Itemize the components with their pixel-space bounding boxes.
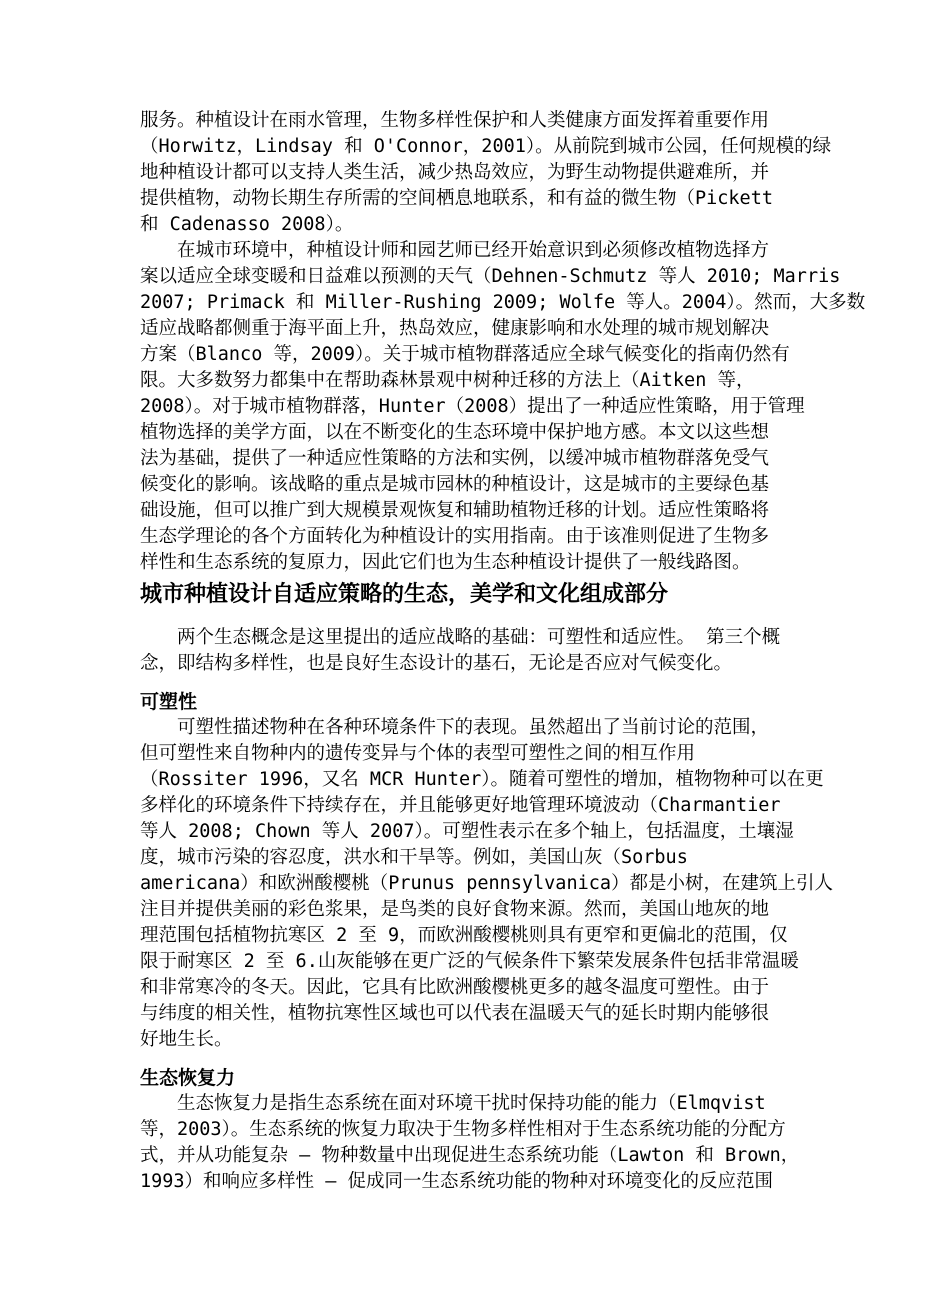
text-line: 可塑性描述物种在各种环境条件下的表现。虽然超出了当前讨论的范围， (177, 717, 770, 738)
text-line: 生态恢复力是指生态系统在面对环境干扰时保持功能的能力（Elmqvist (177, 1093, 766, 1114)
text-line: 等，2003）。生态系统的恢复力取决于生物多样性相对于生态系统功能的分配方 (140, 1119, 786, 1140)
text-line: 候变化的影响。该战略的重点是城市园林的种植设计，这是城市的主要绿色基 (140, 474, 770, 495)
text-line: 但可塑性来自物种内的遗传变异与个体的表型可塑性之间的相互作用 (140, 743, 696, 764)
text-line: 植物选择的美学方面，以在不断变化的生态环境中保护地方感。本文以这些想 (140, 422, 770, 443)
text-line: 2007; Primack 和 Miller-Rushing 2009; Wolfe 等人。2004）。然而，大多数 (140, 292, 866, 313)
text-line: （Horwitz，Lindsay 和 O'Connor，2001）。从前院到城市公园，任何规模的绿 (140, 136, 832, 157)
subheading-plasticity: 可塑性 (140, 691, 198, 713)
paragraph-resilience-paragraph (140, 1091, 800, 1195)
text-line: 念，即结构多样性，也是良好生态设计的基石，无论是否应对气候变化。 (140, 653, 733, 674)
text-line: 和非常寒冷的冬天。因此，它具有比欧洲酸樱桃更多的越冬温度可塑性。由于 (140, 977, 770, 998)
text-line: americana）和欧洲酸樱桃（Prunus pennsylvanica）都是小树，在建筑上引人 (140, 873, 834, 894)
text-line: 注目并提供美丽的彩色浆果，是鸟类的良好食物来源。然而，美国山地灰的地 (140, 899, 770, 920)
text-line: 适应战略都侧重于海平面上升，热岛效应，健康影响和水处理的城市规划解决 (140, 318, 770, 339)
text-line: 两个生态概念是这里提出的适应战略的基础：可塑性和适应性。 第三个概 (177, 627, 781, 648)
paragraph-intro-ecosystem-services (140, 108, 832, 238)
text-line: 理范围包括植物抗寒区 2 至 9，而欧洲酸樱桃则具有更窄和更偏北的范围，仅 (140, 925, 788, 946)
text-line: 2008）。对于城市植物群落，Hunter（2008）提出了一种适应性策略，用于管理 (140, 396, 805, 417)
text-line: 度，城市污染的容忍度，洪水和干旱等。例如，美国山灰（Sorbus (140, 847, 688, 868)
text-line: 提供植物，动物长期生存所需的空间栖息地联系，和有益的微生物（Pickett (140, 188, 773, 209)
text-line: 方案（Blanco 等，2009）。关于城市植物群落适应全球气候变化的指南仍然有 (140, 344, 790, 365)
paragraph-urban-adaptation-context (140, 238, 866, 576)
text-line: 法为基础，提供了一种适应性策略的方法和实例，以缓冲城市植物群落免受气 (140, 448, 770, 469)
text-line: 限于耐寒区 2 至 6.山灰能够在更广泛的气候条件下繁荣发展条件包括非常温暖 (140, 951, 799, 972)
text-line: 1993）和响应多样性 – 促成同一生态系统功能的物种对环境变化的反应范围 (140, 1171, 773, 1192)
section-heading-adaptive-strategy: 城市种植设计自适应策略的生态，美学和文化组成部分 (140, 582, 669, 607)
paragraph-two-ecological-concepts (140, 625, 786, 677)
text-line: 生态学理论的各个方面转化为种植设计的实用指南。由于该准则促进了生物多 (140, 526, 770, 547)
text-line: 服务。种植设计在雨水管理，生物多样性保护和人类健康方面发挥着重要作用 (140, 110, 770, 131)
text-line: 等人 2008; Chown 等人 2007）。可塑性表示在多个轴上，包括温度，土壤湿 (140, 821, 794, 842)
text-line: 式，并从功能复杂 – 物种数量中出现促进生态系统功能（Lawton 和 Brown， (140, 1145, 800, 1166)
text-line: 样性和生态系统的复原力，因此它们也为生态种植设计提供了一般线路图。 (140, 552, 751, 573)
text-line: 案以适应全球变暖和日益难以预测的天气（Dehnen-Schmutz 等人 2010; Marris (140, 266, 841, 287)
text-line: 多样化的环境条件下持续存在，并且能够更好地管理环境波动（Charmantier (140, 795, 781, 816)
text-line: 在城市环境中，种植设计师和园艺师已经开始意识到必须修改植物选择方 (177, 240, 770, 261)
subheading-ecological-resilience: 生态恢复力 (140, 1067, 236, 1089)
text-line: 地种植设计都可以支持人类生活，减少热岛效应，为野生动物提供避难所，并 (140, 162, 770, 183)
text-line: 和 Cadenasso 2008）。 (140, 214, 354, 235)
document-body (140, 108, 866, 1195)
text-line: 础设施，但可以推广到大规模景观恢复和辅助植物迁移的计划。适应性策略将 (140, 500, 770, 521)
text-line: （Rossiter 1996，又名 MCR Hunter）。随着可塑性的增加，植物物种可以在更 (140, 769, 824, 790)
text-line: 好地生长。 (140, 1029, 233, 1050)
text-line: 限。大多数努力都集中在帮助森林景观中树种迁移的方法上（Aitken 等， (140, 370, 755, 391)
paragraph-plasticity-paragraph (140, 715, 834, 1053)
text-line: 与纬度的相关性，植物抗寒性区域也可以代表在温暖天气的延长时期内能够很 (140, 1003, 770, 1024)
